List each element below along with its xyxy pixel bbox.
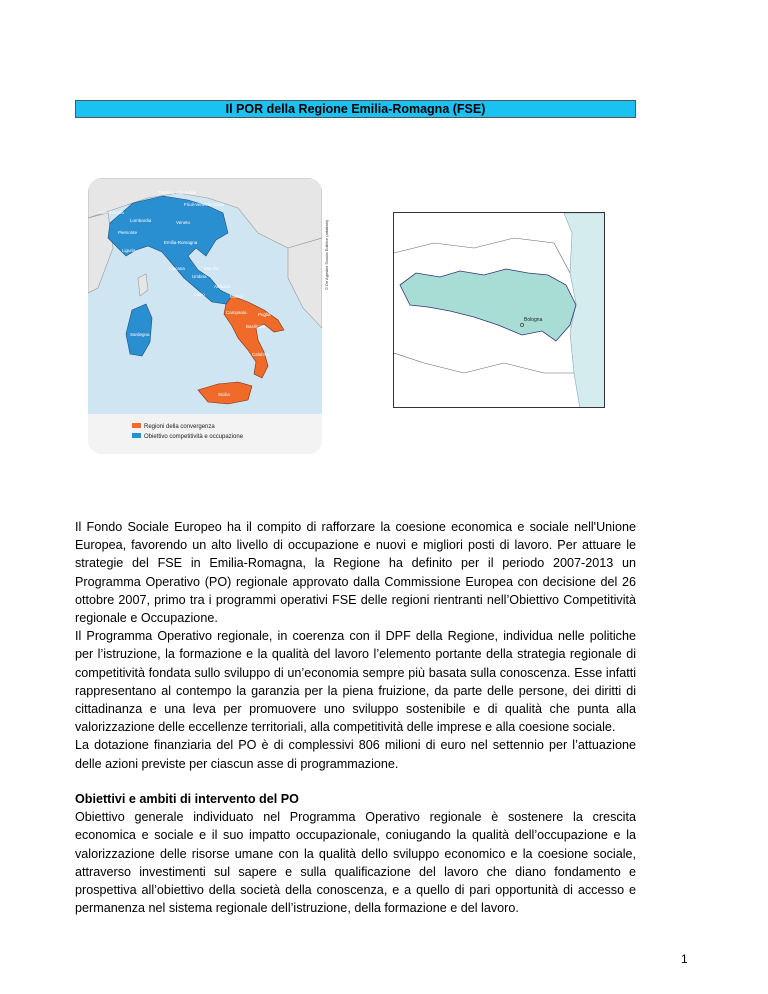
legend-label-competitivita: Obiettivo competitività e occupazione	[144, 434, 244, 440]
document-title: Il POR della Regione Emilia-Romagna (FSE)	[75, 100, 636, 118]
italy-map-graphic	[88, 178, 322, 454]
italy-regions-map	[88, 178, 322, 454]
legend-label-convergenza: Regioni della convergenza	[144, 424, 215, 430]
region-label: Trentino-Alto Adige	[158, 190, 197, 195]
region-label: Abruzzo	[214, 284, 231, 289]
region-label: Lombardia	[130, 218, 152, 223]
region-label: Valle d'Aosta	[98, 210, 124, 215]
region-label: Lazio	[194, 292, 205, 297]
region-label: Basilicata	[246, 324, 266, 329]
emilia-romagna-map	[393, 212, 605, 408]
region-label: Marche	[204, 266, 220, 271]
objectives-section	[75, 790, 636, 917]
paragraph-2: Il Programma Operativo regionale, in coerenza con il DPF della Regione, individua nelle politiche per l’istruzione, la formazione e la qualità del lavoro l’elemento portante della strategia regionale di competitività fondata sullo sviluppo di un’economia sempre più basata sulla conoscenza. Esse infatti rappresentano al contempo la garanzia per la piena fruizione, da parte delle persone, dei diritti di cittadinanza e una leva per promuovere uno sviluppo sostenibile e di qualità che punta alla valorizzazione delle eccellenze territoriali, alla competitività delle imprese e alla coesione sociale.	[75, 629, 636, 735]
region-label: Sardegna	[130, 332, 150, 337]
intro-text-block	[75, 518, 636, 773]
paragraph-3: La dotazione finanziaria del PO è di complessivi 806 milioni di euro nel settennio per l’attuazione delle azioni previste per ciascun asse di programmazione.	[75, 738, 636, 771]
section-paragraph: Obiettivo generale individuato nel Programma Operativo regionale è sostenere la crescita economica e sociale e il suo impatto occupazionale, coniugando la qualità dell’occupazione e la valorizzazione delle risorse umane con la qualità dello sviluppo economico e la coesione sociale, attraverso investimenti sul sapere e sulla qualificazione del lavoro che diano fondamento e prospettiva all’obiettivo della società della conoscenza, e a quello di pari opportunità di accesso e permanenza nel sistema regionale dell’istruzione, della formazione e del lavoro.	[75, 810, 636, 916]
page-number: 1	[681, 952, 688, 966]
region-label: Liguria	[122, 248, 136, 253]
legend-swatch-convergenza	[132, 423, 141, 428]
region-label: Emilia-Romagna	[164, 240, 198, 245]
region-label: Friuli-Venezia Giulia	[184, 202, 225, 207]
region-label: Calabria	[252, 352, 269, 357]
city-label: Bologna	[524, 317, 543, 323]
legend-swatch-competitivita	[132, 433, 141, 438]
section-heading: Obiettivi e ambiti di intervento del PO	[75, 792, 299, 806]
region-label: Molise	[230, 294, 244, 299]
region-label: Sicilia	[218, 392, 230, 397]
region-label: Veneto	[176, 220, 191, 225]
region-label: Campania	[226, 310, 247, 315]
paragraph-1: Il Fondo Sociale Europeo ha il compito di rafforzare la coesione economica e sociale nell'Unione Europea, favorendo un alto livello di occupazione e nuovi e migliori posti di lavoro. Per attuare le strategie del FSE in Emilia-Romagna, la Regione ha definito per il periodo 2007-2013 un Programma Operativo (PO) regionale approvato dalla Commissione Europea con decisione del 26 ottobre 2007, primo tra i programmi operativi FSE delle regioni rientranti nell’Obiettivo Competitività regionale e Occupazione.	[75, 520, 636, 626]
map-credit: © De Agostini Scuola Editrice (adattato)	[324, 219, 329, 290]
region-label: Umbria	[192, 274, 207, 279]
region-label: Puglia	[258, 312, 271, 317]
region-label: Piemonte	[118, 230, 138, 235]
emilia-romagna-map-graphic	[394, 213, 605, 408]
region-label: Toscana	[168, 266, 185, 271]
